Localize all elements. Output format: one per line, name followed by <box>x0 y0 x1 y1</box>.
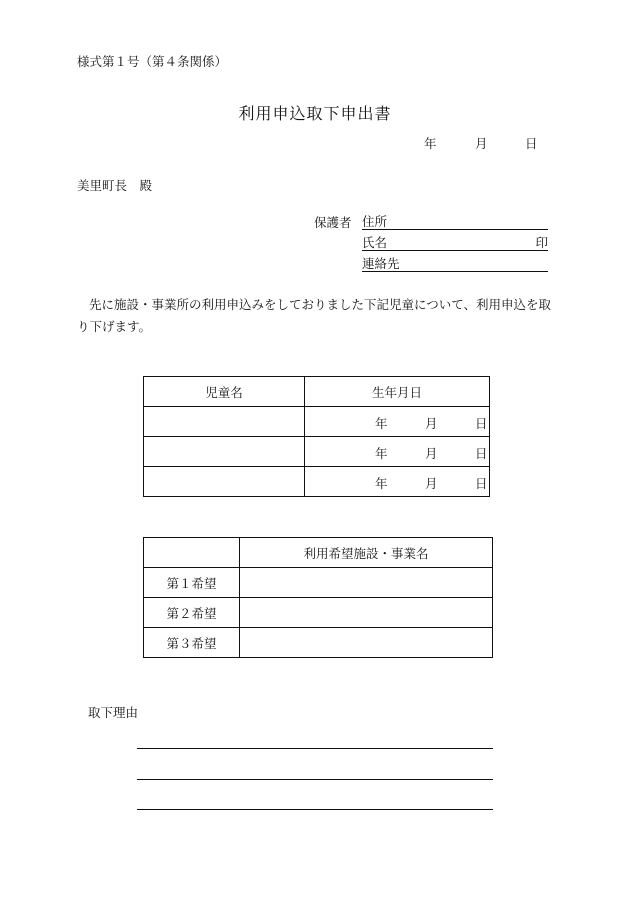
table-row <box>144 598 493 628</box>
table-row <box>144 437 490 467</box>
children-table-header <box>144 377 490 407</box>
date-day-label: 日 <box>525 136 538 151</box>
header-rank <box>144 538 240 568</box>
year-label: 年 <box>375 446 388 461</box>
seal-mark: 印 <box>535 235 548 250</box>
reason-label: 取下理由 <box>88 705 139 720</box>
guardian-name-label: 氏名 <box>362 235 388 250</box>
birthdate-cell[interactable] <box>305 467 490 497</box>
month-label: 月 <box>425 446 438 461</box>
facility-name-cell[interactable] <box>240 598 493 628</box>
reason-line[interactable] <box>137 779 493 780</box>
body-text: 先に施設・事業所の利用申込みをしておりました下記児童について、利用申込を取り下げます。 <box>77 297 552 334</box>
guardian-label: 保護者 <box>314 215 352 230</box>
preference-rank: 第２希望 <box>144 598 240 628</box>
day-label: 日 <box>475 476 488 491</box>
guardian-name-field[interactable] <box>362 233 548 251</box>
day-label: 日 <box>475 446 488 461</box>
facility-table-header <box>144 538 493 568</box>
preference-rank: 第３希望 <box>144 628 240 658</box>
child-name-cell[interactable] <box>144 437 305 467</box>
year-label: 年 <box>375 416 388 431</box>
month-label: 月 <box>425 476 438 491</box>
child-name-cell[interactable] <box>144 407 305 437</box>
facility-name-cell[interactable] <box>240 568 493 598</box>
children-table <box>143 376 490 497</box>
guardian-address-label: 住所 <box>362 214 388 229</box>
form-number: 様式第１号（第４条関係） <box>77 54 228 69</box>
header-birthdate: 生年月日 <box>305 377 490 407</box>
month-label: 月 <box>425 416 438 431</box>
year-label: 年 <box>375 476 388 491</box>
guardian-contact-field[interactable] <box>362 254 548 272</box>
birthdate-cell[interactable] <box>305 407 490 437</box>
child-name-cell[interactable] <box>144 467 305 497</box>
reason-line[interactable] <box>137 748 493 749</box>
table-row <box>144 568 493 598</box>
date-month-label: 月 <box>475 136 488 151</box>
header-facility: 利用希望施設・事業名 <box>240 538 493 568</box>
date-year-label: 年 <box>424 136 437 151</box>
facility-table <box>143 537 493 658</box>
guardian-contact-label: 連絡先 <box>362 256 400 271</box>
day-label: 日 <box>475 416 488 431</box>
reason-line[interactable] <box>137 809 493 810</box>
preference-rank: 第１希望 <box>144 568 240 598</box>
addressee: 美里町長 殿 <box>77 178 153 193</box>
table-row <box>144 467 490 497</box>
facility-name-cell[interactable] <box>240 628 493 658</box>
document-title: 利用申込取下申出書 <box>238 104 392 123</box>
table-row <box>144 407 490 437</box>
birthdate-cell[interactable] <box>305 437 490 467</box>
header-child-name: 児童名 <box>144 377 305 407</box>
guardian-address-field[interactable] <box>362 212 548 230</box>
table-row <box>144 628 493 658</box>
